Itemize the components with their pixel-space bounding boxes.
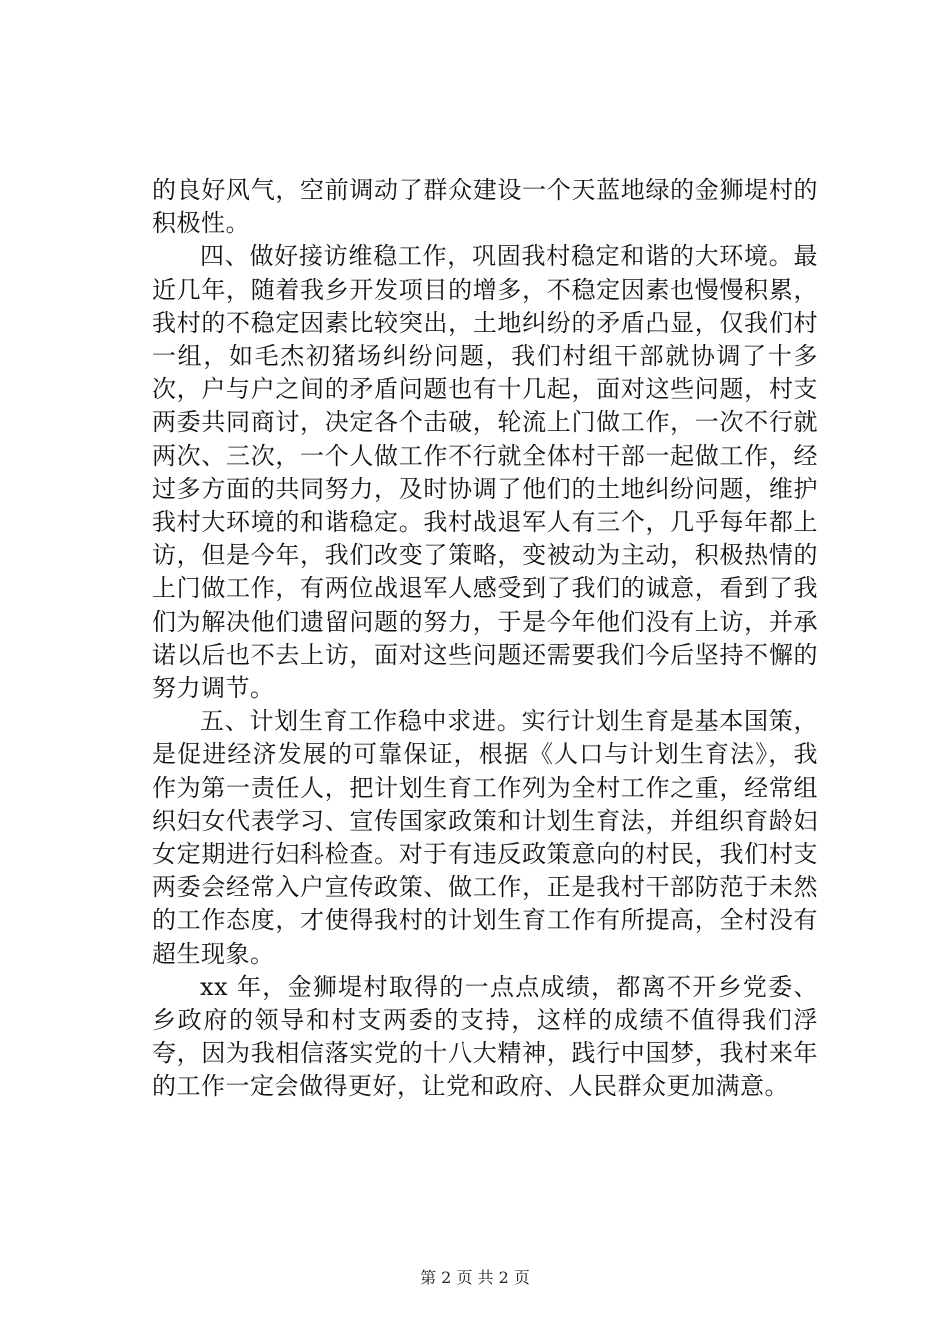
paragraph-petition-stability: 四、做好接访维稳工作，巩固我村稳定和谐的大环境。最近几年，随着我乡开发项目的增多，不稳定因素也慢慢积累，我村的不稳定因素比较突出，土地纠纷的矛盾凸显，仅我们村一组，如毛杰初猪场纠纷问题，我们村组干部就协调了十多次，户与户之间的矛盾问题也有十几起，面对这些问题，村支两委共同商讨，决定各个击破，轮流上门做工作，一次不行就两次、三次，一个人做工作不行就全体村干部一起做工作，经过多方面的共同努力，及时协调了他们的土地纠纷问题，维护我村大环境的和谐稳定。我村战退军人有三个，几乎每年都上访，但是今年，我们改变了策略，变被动为主动，积极热情的上门做工作，有两位战退军人感受到了我们的诚意，看到了我们为解决他们遗留问题的努力，于是今年他们没有上访，并承诺以后也不去上访，面对这些问题还需要我们今后坚持不懈的努力调节。 [152, 242, 818, 703]
paragraph-conclusion: xx 年，金狮堤村取得的一点点成绩，都离不开乡党委、乡政府的领导和村支两委的支持，这样的成绩不值得我们浮夸，因为我相信落实党的十八大精神，践行中国梦，我村来年的工作一定会做得更好，让党和政府、人民群众更加满意。 [152, 972, 818, 1101]
paragraph-family-planning: 五、计划生育工作稳中求进。实行计划生育是基本国策，是促进经济发展的可靠保证，根据《人口与计划生育法》，我作为第一责任人，把计划生育工作列为全村工作之重，经常组织妇女代表学习、宣传国家政策和计划生育法，并组织育龄妇女定期进行妇科检查。对于有违反政策意向的村民，我们村支两委会经常入户宣传政策、做工作，正是我村干部防范于未然的工作态度，才使得我村的计划生育工作有所提高，全村没有超生现象。 [152, 707, 818, 968]
paragraph-continuation: 的良好风气，空前调动了群众建设一个天蓝地绿的金狮堤村的积极性。 [152, 176, 818, 238]
document-body [152, 174, 818, 1104]
page-footer: 第 2 页 共 2 页 [420, 1268, 530, 1287]
